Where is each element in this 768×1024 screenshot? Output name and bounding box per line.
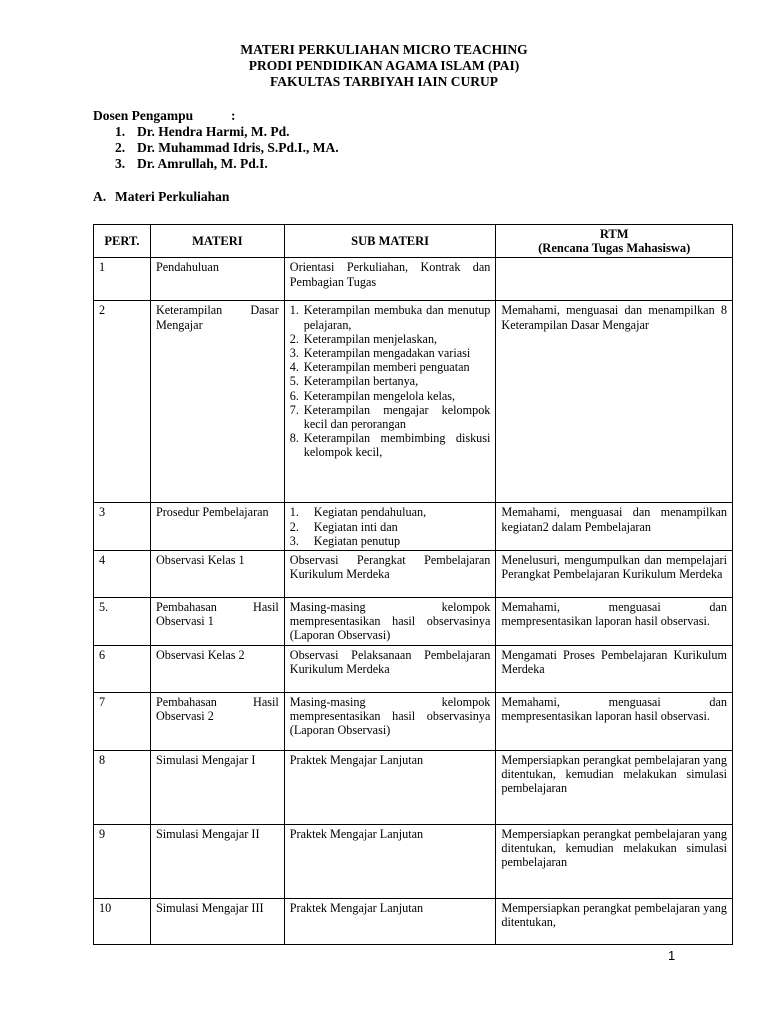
sub-materi-list — [290, 303, 491, 459]
table-row — [94, 898, 733, 944]
cell-pert: 7 — [94, 692, 151, 750]
list-text: Keterampilan memberi penguatan — [303, 360, 470, 375]
cell-sub-materi — [284, 301, 496, 503]
cell-rtm: Memahami, menguasai dan mempresentasikan laporan hasil observasi. — [496, 598, 733, 646]
cell-rtm: Memahami, menguasai dan menampilkan 8 Keterampilan Dasar Mengajar — [496, 301, 733, 503]
lecturer-number: 3. — [115, 156, 126, 171]
title-line-3: FAKULTAS TARBIYAH IAIN CURUP — [270, 74, 498, 89]
cell-sub-materi: Observasi Pelaksanaan Pembelajaran Kurikulum Merdeka — [284, 645, 496, 692]
lecturer-item — [115, 124, 339, 140]
list-number: 7. — [289, 402, 299, 417]
list-text: Keterampilan menjelaskan, — [303, 331, 438, 346]
list-text: Keterampilan mengelola kelas, — [303, 388, 456, 403]
cell-pert: 6 — [94, 645, 151, 692]
list-text: Keterampilan membimbing diskusi kelompok kecil, — [303, 431, 491, 460]
cell-sub-materi: Masing-masing kelompok mempresentasikan hasil observasinya (Laporan Observasi) — [284, 692, 496, 750]
cell-pert: 2 — [94, 301, 151, 503]
lecturer-colon: : — [231, 108, 236, 123]
header-sub-materi: SUB MATERI — [284, 225, 496, 258]
cell-rtm: Memahami, menguasai dan menampilkan kegiatan2 dalam Pembelajaran — [496, 503, 733, 551]
lecturer-label: Dosen Pengampu — [93, 108, 194, 123]
cell-pert: 3 — [94, 503, 151, 551]
list-number: 3. — [289, 346, 299, 361]
list-text: Kegiatan penutup — [313, 533, 401, 548]
list-text: Kegiatan pendahuluan, — [313, 505, 427, 520]
list-item — [290, 505, 491, 519]
list-text: Keterampilan mengajar kelompok kecil dan perorangan — [303, 402, 491, 432]
list-item — [290, 374, 491, 388]
table-row — [94, 750, 733, 824]
cell-materi: Keterampilan Dasar Mengajar — [150, 301, 284, 503]
lecturer-name: Dr. Hendra Harmi, M. Pd. — [137, 124, 290, 139]
cell-pert: 9 — [94, 824, 151, 898]
list-number: 2. — [289, 331, 299, 346]
header-materi: MATERI — [150, 225, 284, 258]
cell-sub-materi — [284, 503, 496, 551]
list-item — [290, 346, 491, 360]
header-rtm-line2: (Rencana Tugas Mahasiswa) — [538, 241, 691, 256]
cell-sub-materi: Praktek Mengajar Lanjutan — [284, 750, 496, 824]
cell-materi: Prosedur Pembelajaran — [150, 503, 284, 551]
cell-rtm: Memahami, menguasai dan mempresentasikan laporan hasil observasi. — [496, 692, 733, 750]
header-pert: PERT. — [94, 225, 151, 258]
lecturer-block — [93, 108, 339, 172]
list-number: 6. — [289, 388, 299, 403]
cell-rtm: Mengamati Proses Pembelajaran Kurikulum Merdeka — [496, 645, 733, 692]
header-rtm — [496, 225, 733, 258]
list-text: Keterampilan membuka dan menutup pelajaran, — [303, 303, 491, 332]
list-number: 4. — [289, 360, 299, 375]
cell-materi: Observasi Kelas 2 — [150, 645, 284, 692]
table-header-row — [94, 225, 733, 258]
cell-pert: 8 — [94, 750, 151, 824]
section-heading — [93, 189, 229, 205]
table-row — [94, 503, 733, 551]
cell-pert: 1 — [94, 258, 151, 301]
cell-materi: Pembahasan Hasil Observasi 1 — [150, 598, 284, 646]
list-number: 1. — [289, 505, 299, 520]
cell-materi: Pendahuluan — [150, 258, 284, 301]
cell-rtm — [496, 258, 733, 301]
cell-materi: Observasi Kelas 1 — [150, 551, 284, 598]
materials-table — [93, 224, 733, 945]
sub-materi-list — [290, 505, 491, 548]
title-line-1: MATERI PERKULIAHAN MICRO TEACHING — [240, 42, 528, 57]
list-text: Kegiatan inti dan — [313, 519, 398, 534]
table-row — [94, 551, 733, 598]
list-text: Keterampilan mengadakan variasi — [303, 346, 471, 361]
document-title — [0, 42, 768, 90]
table-row — [94, 598, 733, 646]
list-number: 3. — [289, 533, 299, 548]
cell-sub-materi: Praktek Mengajar Lanjutan — [284, 898, 496, 944]
section-title: Materi Perkuliahan — [115, 189, 230, 204]
list-item — [290, 431, 491, 459]
table-row — [94, 692, 733, 750]
list-number: 8. — [289, 431, 299, 446]
lecturer-number: 1. — [115, 124, 126, 139]
table-row — [94, 258, 733, 301]
list-number: 5. — [289, 374, 299, 389]
title-line-2: PRODI PENDIDIKAN AGAMA ISLAM (PAI) — [248, 58, 520, 73]
cell-materi: Pembahasan Hasil Observasi 2 — [150, 692, 284, 750]
lecturer-item — [115, 156, 339, 172]
cell-materi: Simulasi Mengajar I — [150, 750, 284, 824]
cell-sub-materi: Observasi Perangkat Pembelajaran Kurikulum Merdeka — [284, 551, 496, 598]
table-row — [94, 645, 733, 692]
cell-pert: 5. — [94, 598, 151, 646]
lecturer-name: Dr. Muhammad Idris, S.Pd.I., MA. — [137, 140, 339, 155]
table-row — [94, 301, 733, 503]
list-number: 2. — [289, 519, 299, 534]
cell-rtm: Mempersiapkan perangkat pembelajaran yang ditentukan, kemudian melakukan simulasi pembelajaran — [496, 824, 733, 898]
lecturer-heading — [93, 108, 339, 124]
section-letter: A. — [93, 189, 107, 204]
lecturer-name: Dr. Amrullah, M. Pd.I. — [137, 156, 268, 171]
lecturer-item — [115, 140, 339, 156]
lecturer-list — [115, 124, 339, 172]
list-item — [290, 303, 491, 331]
cell-sub-materi: Masing-masing kelompok mempresentasikan hasil observasinya (Laporan Observasi) — [284, 598, 496, 646]
cell-sub-materi: Orientasi Perkuliahan, Kontrak dan Pembagian Tugas — [284, 258, 496, 301]
cell-materi: Simulasi Mengajar III — [150, 898, 284, 944]
list-number: 1. — [289, 303, 299, 318]
list-item — [290, 389, 491, 403]
header-rtm-line1: RTM — [599, 227, 629, 241]
cell-sub-materi: Praktek Mengajar Lanjutan — [284, 824, 496, 898]
cell-pert: 4 — [94, 551, 151, 598]
list-item — [290, 520, 491, 534]
cell-materi: Simulasi Mengajar II — [150, 824, 284, 898]
page-number: 1 — [668, 948, 676, 963]
list-item — [290, 332, 491, 346]
cell-pert: 10 — [94, 898, 151, 944]
lecturer-number: 2. — [115, 140, 126, 155]
cell-rtm: Mempersiapkan perangkat pembelajaran yang ditentukan, — [496, 898, 733, 944]
cell-rtm: Mempersiapkan perangkat pembelajaran yang ditentukan, kemudian melakukan simulasi pembelajaran — [496, 750, 733, 824]
list-item — [290, 360, 491, 374]
list-item — [290, 534, 491, 548]
list-item — [290, 403, 491, 431]
cell-rtm: Menelusuri, mengumpulkan dan mempelajari Perangkat Pembelajaran Kurikulum Merdeka — [496, 551, 733, 598]
list-text: Keterampilan bertanya, — [303, 374, 419, 389]
table-row — [94, 824, 733, 898]
